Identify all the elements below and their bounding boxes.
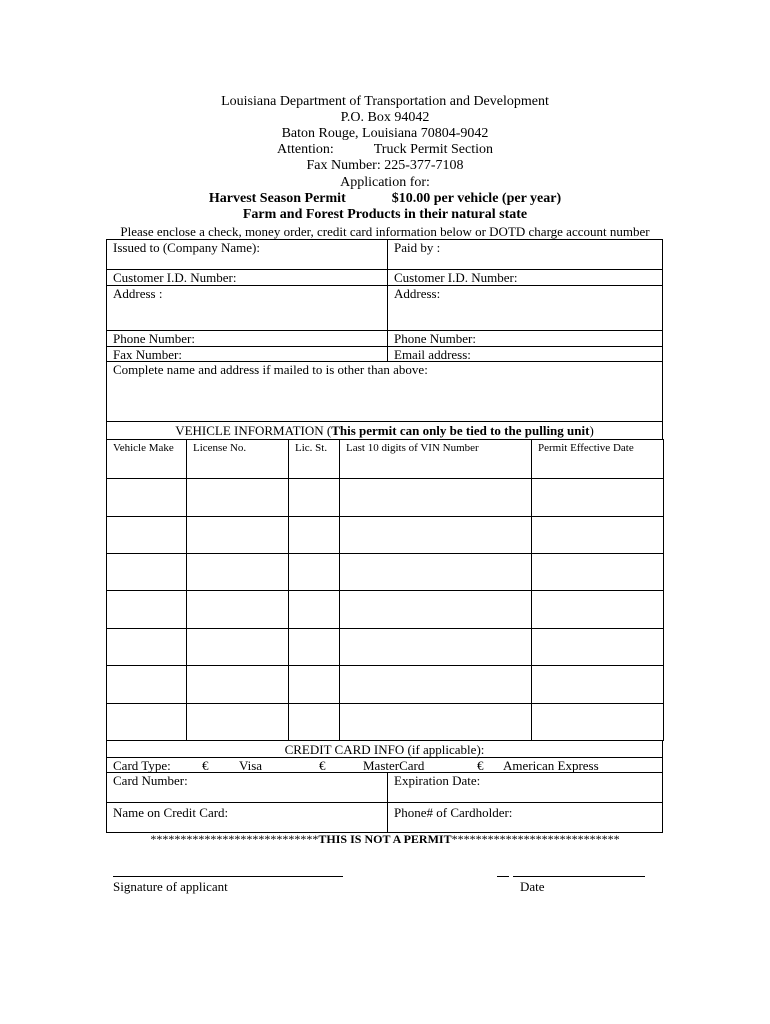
effective-date-cell[interactable] [531, 516, 664, 554]
vehicle-make-cell[interactable] [106, 590, 187, 629]
date-line[interactable] [513, 876, 645, 877]
address-label: Address : [113, 286, 163, 301]
card-type-label: Card Type: [113, 758, 171, 773]
not-a-permit-notice [0, 832, 770, 847]
vehicle-make-cell[interactable] [106, 665, 187, 704]
phone-right-field[interactable] [387, 330, 663, 347]
vehicle-title-note: This permit can only be tied to the pulling unit [331, 423, 590, 438]
cardholder-phone-label: Phone# of Cardholder: [394, 805, 513, 820]
column-header-vin: Last 10 digits of VIN Number [339, 439, 532, 479]
address-right-field[interactable] [387, 285, 663, 331]
vehicle-title-text: VEHICLE INFORMATION ( [175, 423, 332, 438]
license-no-cell[interactable] [186, 516, 289, 554]
po-box: P.O. Box 94042 [340, 110, 430, 125]
column-header-vehicle-make: Vehicle Make [106, 439, 187, 479]
lic-st-cell[interactable] [288, 478, 340, 517]
phone-label: Phone Number: [113, 331, 195, 346]
vin-cell[interactable] [339, 590, 532, 629]
card-type-row [106, 757, 663, 773]
vehicle-title-close: ) [589, 423, 594, 438]
fax-label: Fax Number: [113, 347, 182, 362]
column-header-lic-st: Lic. St. [288, 439, 340, 479]
license-no-cell[interactable] [186, 703, 289, 741]
effective-date-cell[interactable] [531, 553, 664, 591]
effective-date-cell[interactable] [531, 665, 664, 704]
vehicle-make-cell[interactable] [106, 553, 187, 591]
column-header-license-no: License No. [186, 439, 289, 479]
expiration-label: Expiration Date: [394, 773, 481, 788]
attention-label: Attention: [276, 142, 334, 157]
issued-to-field[interactable] [106, 239, 388, 270]
effective-date-cell[interactable] [531, 478, 664, 517]
lic-st-cell[interactable] [288, 590, 340, 629]
fax-number: Fax Number: 225-377-7108 [306, 158, 464, 173]
license-no-cell[interactable] [186, 590, 289, 629]
credit-card-section-title: CREDIT CARD INFO (if applicable): [106, 740, 663, 758]
vin-cell[interactable] [339, 665, 532, 704]
date-label: Date [520, 879, 545, 894]
vin-cell[interactable] [339, 478, 532, 517]
license-no-cell[interactable] [186, 628, 289, 666]
mail-to-field[interactable] [106, 361, 663, 422]
amex-option[interactable]: American Express [503, 758, 599, 773]
effective-date-cell[interactable] [531, 628, 664, 666]
attention-line [0, 142, 770, 158]
cardholder-phone-field[interactable] [387, 802, 663, 833]
city-address: Baton Rouge, Louisiana 70804-9042 [281, 126, 489, 141]
vehicle-make-cell[interactable] [106, 628, 187, 666]
vin-cell[interactable] [339, 703, 532, 741]
vehicle-make-cell[interactable] [106, 703, 187, 741]
name-on-card-field[interactable] [106, 802, 388, 833]
agency-name: Louisiana Department of Transportation and Development [221, 94, 549, 109]
permit-name: Harvest Season Permit [208, 191, 346, 206]
permit-line [0, 191, 770, 207]
stars-right: **************************** [451, 832, 620, 846]
fax-field[interactable] [106, 346, 388, 362]
paid-by-label: Paid by : [394, 240, 441, 255]
license-no-cell[interactable] [186, 478, 289, 517]
notice-text: THIS IS NOT A PERMIT [318, 832, 452, 846]
phone-left-field[interactable] [106, 330, 388, 347]
application-for: Application for: [340, 175, 430, 190]
visa-checkbox-icon[interactable]: € [202, 758, 209, 773]
mastercard-checkbox-icon[interactable]: € [319, 758, 326, 773]
attention-value: Truck Permit Section [373, 142, 494, 157]
signature-line[interactable] [113, 876, 343, 877]
vehicle-section-title [106, 421, 663, 440]
mail-to-label: Complete name and address if mailed to is other than above: [113, 362, 428, 377]
vin-cell[interactable] [339, 516, 532, 554]
name-on-card-label: Name on Credit Card: [113, 805, 229, 820]
lic-st-cell[interactable] [288, 516, 340, 554]
column-header-effective-date: Permit Effective Date [531, 439, 664, 479]
permit-scope: Farm and Forest Products in their natural state [242, 207, 528, 222]
customer-id-right-field[interactable] [387, 269, 663, 286]
license-no-cell[interactable] [186, 665, 289, 704]
date-line-dash [497, 876, 509, 877]
issued-to-label: Issued to (Company Name): [113, 240, 260, 255]
address-left-field[interactable] [106, 285, 388, 331]
vehicle-make-cell[interactable] [106, 516, 187, 554]
expiration-date-field[interactable] [387, 772, 663, 803]
card-number-field[interactable] [106, 772, 388, 803]
lic-st-cell[interactable] [288, 703, 340, 741]
lic-st-cell[interactable] [288, 628, 340, 666]
email-label: Email address: [394, 347, 471, 362]
vin-cell[interactable] [339, 553, 532, 591]
amex-checkbox-icon[interactable]: € [477, 758, 484, 773]
customer-id-left-field[interactable] [106, 269, 388, 286]
visa-option[interactable]: Visa [239, 758, 263, 773]
license-no-cell[interactable] [186, 553, 289, 591]
vehicle-make-cell[interactable] [106, 478, 187, 517]
vin-cell[interactable] [339, 628, 532, 666]
lic-st-cell[interactable] [288, 665, 340, 704]
paid-by-field[interactable] [387, 239, 663, 270]
stars-left: **************************** [150, 832, 319, 846]
address-label: Address: [394, 286, 441, 301]
instructions: Please enclose a check, money order, credit card information below or DOTD charge account number [120, 224, 650, 239]
permit-fee: $10.00 per vehicle (per year) [391, 191, 562, 206]
phone-label: Phone Number: [394, 331, 476, 346]
effective-date-cell[interactable] [531, 590, 664, 629]
mastercard-option[interactable]: MasterCard [363, 758, 425, 773]
signature-label: Signature of applicant [113, 879, 228, 894]
lic-st-cell[interactable] [288, 553, 340, 591]
customer-id-label: Customer I.D. Number: [394, 270, 518, 285]
effective-date-cell[interactable] [531, 703, 664, 741]
card-number-label: Card Number: [113, 773, 188, 788]
email-field[interactable] [387, 346, 663, 362]
customer-id-label: Customer I.D. Number: [113, 270, 237, 285]
